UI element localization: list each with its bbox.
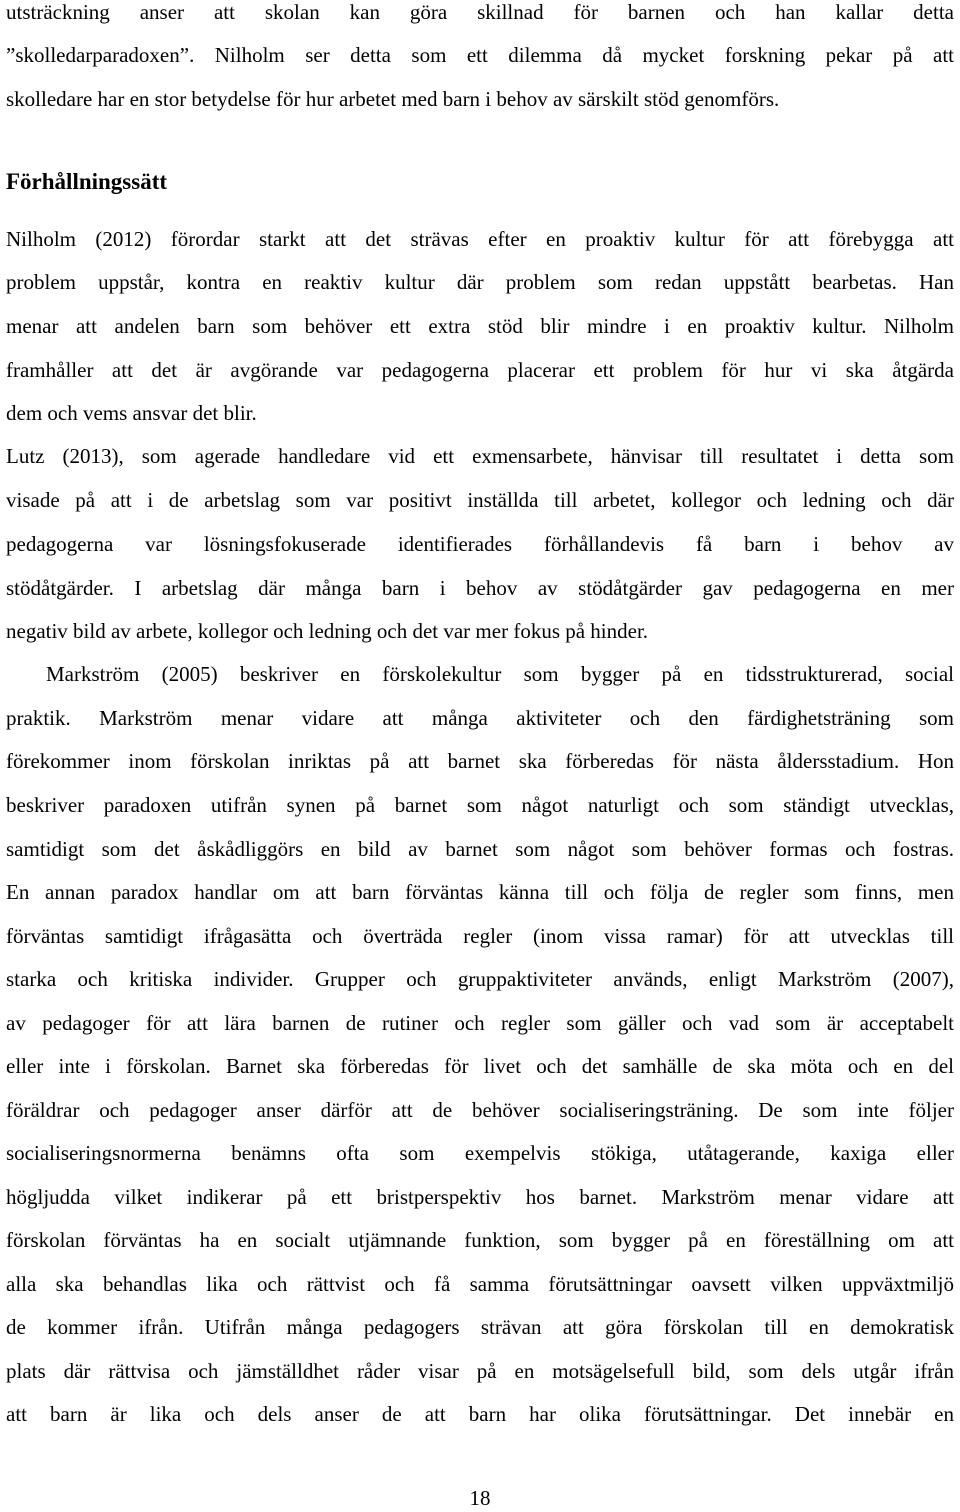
- text-line: skolledare har en stor betydelse för hur arbetet med barn i behov av särskilt stöd genomförs.: [6, 87, 780, 111]
- text-line: beskriver paradoxen utifrån synen på barnet som något naturligt och som ständigt utvecklas,: [6, 793, 954, 817]
- text-line: framhåller att det är avgörande var pedagogerna placerar ett problem för hur vi ska åtgärda: [6, 358, 954, 382]
- text-line: samtidigt som det åskådliggörs en bild av barnet som något som behöver formas och fostras.: [6, 837, 954, 861]
- text-line: ”skolledarparadoxen”. Nilholm ser detta som ett dilemma då mycket forskning pekar på att: [6, 43, 954, 67]
- text-line: utsträckning anser att skolan kan göra skillnad för barnen och han kallar detta: [6, 0, 954, 24]
- text-line: problem uppstår, kontra en reaktiv kultur där problem som redan uppstått bearbetas. Han: [6, 270, 954, 294]
- text-line: alla ska behandlas lika och rättvist och få samma förutsättningar oavsett vilken uppväxtmiljö: [6, 1272, 954, 1296]
- text-line: Markström (2005) beskriver en förskolekultur som bygger på en tidsstrukturerad, social: [46, 662, 954, 686]
- text-line: stödåtgärder. I arbetslag där många barn i behov av stödåtgärder gav pedagogerna en mer: [6, 576, 954, 600]
- text-line: högljudda vilket indikerar på ett bristperspektiv hos barnet. Markström menar vidare att: [6, 1185, 954, 1209]
- text-line: pedagogerna var lösningsfokuserade identifierades förhållandevis få barn i behov av: [6, 532, 954, 556]
- section-heading: Förhållningssätt: [6, 169, 168, 194]
- text-line: Nilholm (2012) förordar starkt att det strävas efter en proaktiv kultur för att förebygga att: [6, 227, 954, 251]
- text-line: Lutz (2013), som agerade handledare vid ett exmensarbete, hänvisar till resultatet i detta som: [6, 444, 954, 468]
- page-number: 18: [469, 1486, 491, 1510]
- text-line: visade på att i de arbetslag som var positivt inställda till arbetet, kollegor och ledning och där: [6, 488, 954, 512]
- text-line: dem och vems ansvar det blir.: [6, 401, 257, 425]
- text-line: plats där rättvisa och jämställdhet råder visar på en motsägelsefull bild, som dels utgår ifrån: [6, 1359, 954, 1383]
- text-line: av pedagoger för att lära barnen de rutiner och regler som gäller och vad som är acceptabelt: [6, 1011, 954, 1035]
- text-line: negativ bild av arbete, kollegor och ledning och det var mer fokus på hinder.: [6, 619, 649, 643]
- text-line: föräldrar och pedagoger anser därför att de behöver socialiseringsträning. De som inte följer: [6, 1098, 954, 1122]
- text-line: förekommer inom förskolan inriktas på att barnet ska förberedas för nästa åldersstadium. Hon: [6, 749, 954, 773]
- text-line: att barn är lika och dels anser de att barn har olika förutsättningar. Det innebär en: [6, 1402, 954, 1426]
- text-line: En annan paradox handlar om att barn förväntas känna till och följa de regler som finns, men: [6, 880, 954, 904]
- text-line: de kommer ifrån. Utifrån många pedagogers strävan att göra förskolan till en demokratisk: [6, 1315, 954, 1339]
- text-line: starka och kritiska individer. Grupper och gruppaktiviteter används, enligt Markström (2007),: [6, 967, 954, 991]
- text-line: förskolan förväntas ha en socialt utjämnande funktion, som bygger på en föreställning om att: [6, 1228, 954, 1252]
- text-line: socialiseringsnormerna benämns ofta som exempelvis stökiga, utåtagerande, kaxiga eller: [6, 1141, 954, 1165]
- text-line: förväntas samtidigt ifrågasätta och överträda regler (inom vissa ramar) för att utvecklas till: [6, 924, 954, 948]
- text-line: praktik. Markström menar vidare att många aktiviteter och den färdighetsträning som: [6, 706, 954, 730]
- text-line: eller inte i förskolan. Barnet ska förberedas för livet och det samhälle de ska möta och en del: [6, 1054, 954, 1078]
- text-line: menar att andelen barn som behöver ett extra stöd blir mindre i en proaktiv kultur. Nilholm: [6, 314, 954, 338]
